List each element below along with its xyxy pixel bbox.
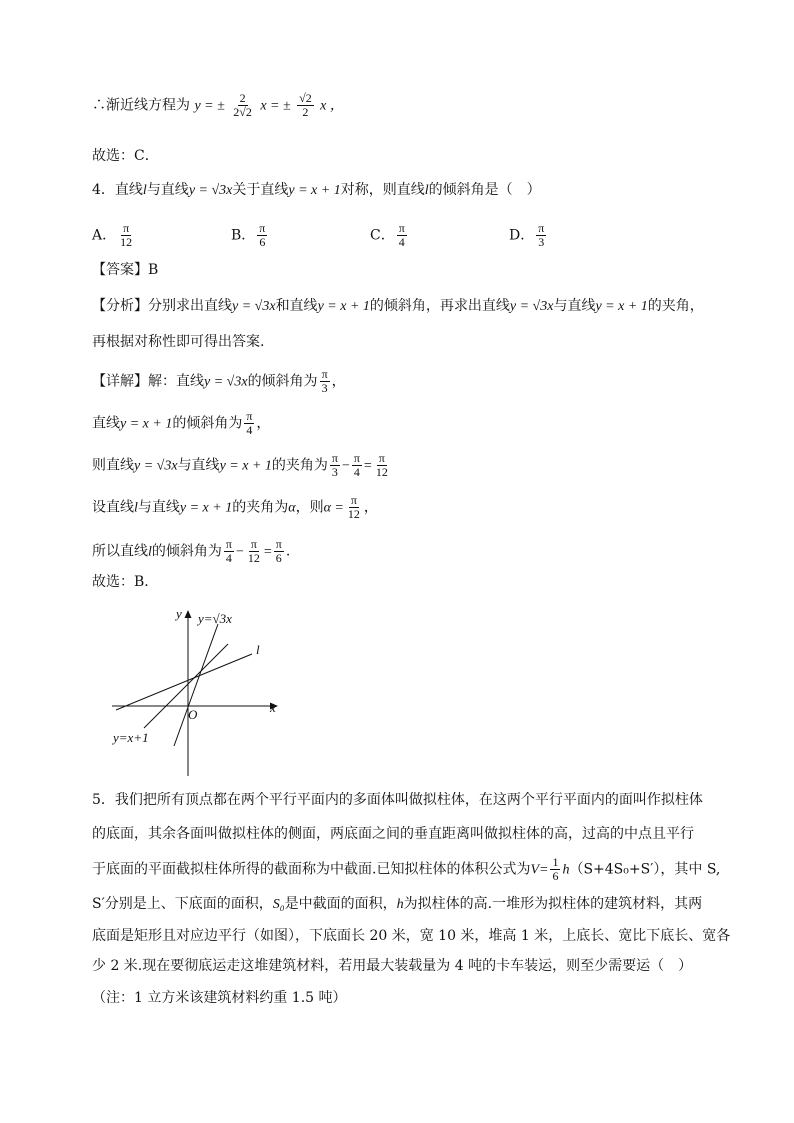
text-segment: 4．直线	[92, 182, 143, 198]
text-segment: ∴渐近线方程为	[92, 97, 190, 114]
fraction-denominator: 2√2	[233, 105, 252, 119]
option-label: D．	[509, 227, 535, 244]
fraction-numerator: π	[259, 221, 266, 235]
math-eq: V=	[530, 862, 549, 878]
text-segment: 的倾斜角为	[247, 373, 318, 390]
text-segment: 的倾斜角，再求出直线	[369, 298, 510, 314]
fraction-numerator: π	[250, 537, 257, 551]
text-segment: 对称，则直线	[340, 182, 425, 198]
fraction-numerator: π	[398, 221, 405, 235]
question-4-stem	[92, 180, 541, 201]
origin-label: O	[188, 707, 198, 722]
asymptote-line	[92, 92, 344, 119]
math-eq: y = √3x	[188, 183, 233, 198]
operator: −	[235, 544, 244, 560]
question-5-line-6: 少 2 米.现在要彻底运走这堆建筑材料，若用最大装载量为 4 吨的卡车装运，则至少需要运（ ）	[92, 958, 693, 974]
option-label: C．	[370, 227, 395, 244]
fraction	[224, 538, 234, 565]
choice-line-c: 故选：C．	[92, 148, 159, 164]
text-segment: 的倾斜角是（ ）	[428, 182, 541, 198]
line-x-plus-1	[144, 644, 228, 728]
fraction-denominator: 4	[353, 465, 360, 479]
line-sqrt3x	[174, 624, 218, 746]
question-5-note: （注：1 立方米该建筑材料约重 1.5 吨）	[92, 990, 347, 1006]
fraction-numerator: π	[331, 451, 338, 465]
fraction	[352, 452, 362, 479]
fraction	[346, 494, 362, 521]
line2-label: y=x+1	[113, 730, 149, 745]
math-eq: y = x + 1	[595, 299, 648, 314]
fraction-denominator: 3	[538, 235, 545, 249]
analysis-tag: 【分析】	[92, 298, 148, 314]
text-segment: 与直线	[177, 457, 220, 474]
text-segment: .	[285, 543, 291, 560]
fraction-numerator: √2	[299, 91, 312, 105]
line1-label: y=√3x	[198, 611, 232, 626]
fraction	[257, 222, 267, 249]
fraction	[274, 538, 284, 565]
text-segment: 解：直线	[148, 373, 204, 390]
text-segment: 直线	[92, 415, 120, 432]
fraction-denominator: 4	[398, 235, 405, 249]
math-eq: x = ±	[260, 98, 291, 114]
question-5-line-5: 底面是矩形且对应边平行（如图），下底面长 20 米，宽 10 米，堆高 1 米，上底长、宽比下底长、宽各	[92, 928, 731, 944]
option-label: A．	[92, 227, 117, 244]
fraction	[550, 856, 560, 883]
math-eq: y = ±	[194, 98, 225, 114]
text-segment: S′分别是上、下底面的面积，	[92, 896, 273, 912]
detail-line-1	[92, 368, 346, 395]
fraction	[397, 222, 407, 249]
text-segment: ，	[256, 415, 271, 432]
math-eq: α =	[323, 500, 344, 516]
detail-tag: 【详解】	[92, 373, 148, 390]
detail-line-2	[92, 410, 270, 437]
fraction-numerator: π	[246, 409, 253, 423]
fraction-denominator: 4	[246, 423, 253, 437]
fraction-numerator: π	[123, 221, 130, 235]
fraction-denominator: 2	[302, 105, 309, 119]
analysis-line-1	[92, 296, 704, 317]
fraction-denominator: 12	[347, 507, 360, 521]
fraction-numerator: π	[353, 451, 360, 465]
question-5-line-4	[92, 894, 702, 915]
fraction-numerator: π	[321, 367, 328, 381]
answer-line: 【答案】B	[92, 262, 159, 278]
fraction-denominator: 6	[552, 869, 559, 883]
fraction-numerator: 1	[552, 855, 559, 869]
text-segment: 的倾斜角为	[151, 543, 222, 560]
fraction	[246, 538, 262, 565]
text-segment: 的夹角，	[647, 298, 704, 314]
fraction-numerator: 2	[239, 91, 246, 105]
text-segment: 是中截面的面积，	[284, 896, 397, 912]
math-var: l	[134, 500, 138, 516]
math-var: α	[288, 500, 296, 516]
math-eq: y = √3x	[134, 458, 178, 474]
math-var: S₀	[272, 897, 285, 912]
fraction-denominator: 4	[225, 551, 232, 565]
operator: −	[341, 458, 350, 474]
text-segment: ，则	[295, 499, 324, 516]
math-var: l	[424, 183, 429, 198]
line3-label: l	[256, 642, 260, 657]
math-var: h	[562, 862, 570, 878]
option-c[interactable]	[370, 222, 409, 249]
option-b[interactable]	[231, 222, 269, 249]
question-5-line-2: 的底面，其余各面叫做拟柱体的侧面，两底面之间的垂直距离叫做拟柱体的高，过高的中点且平行	[92, 826, 694, 842]
fraction-denominator: 6	[259, 235, 266, 249]
math-eq: y = √3x	[204, 374, 248, 390]
option-d[interactable]	[509, 222, 548, 249]
analysis-line-2: 再根据对称性即可得出答案.	[92, 334, 265, 350]
fraction-denominator: 6	[275, 551, 282, 565]
math-eq: x ，	[320, 98, 344, 114]
x-axis-label: x	[270, 700, 276, 715]
text-segment: 设直线	[92, 499, 134, 516]
text-segment: 所以直线	[92, 543, 148, 560]
text-segment: 为拟柱体的高.一堆形为拟柱体的建筑材料，其两	[403, 896, 703, 912]
text-segment: 则直线	[92, 457, 134, 474]
detail-line-4	[92, 494, 378, 521]
math-eq: y = √3x	[509, 299, 554, 314]
fraction	[118, 222, 134, 249]
math-eq: y = x + 1	[288, 183, 341, 198]
math-eq: y = x + 1	[179, 500, 233, 516]
math-eq: y = x + 1	[317, 299, 370, 314]
text-segment: 关于直线	[232, 182, 289, 198]
fraction	[231, 92, 254, 119]
text-segment: 的夹角为	[271, 457, 328, 474]
text-segment: 的倾斜角为	[172, 415, 243, 432]
text-segment: 分别求出直线	[148, 298, 232, 314]
fraction	[330, 452, 340, 479]
fraction-numerator: π	[538, 221, 545, 235]
fraction	[244, 410, 254, 437]
fraction-numerator: π	[378, 451, 385, 465]
text-segment: 的夹角为	[232, 499, 289, 516]
text-segment: 与直线	[553, 298, 596, 314]
fraction-denominator: 12	[247, 551, 260, 565]
detail-line-6: 故选：B.	[92, 574, 149, 590]
fraction-denominator: 3	[321, 381, 328, 395]
question-5-line-3	[92, 856, 720, 883]
line-figure	[100, 604, 290, 782]
fraction-denominator: 12	[120, 235, 133, 249]
text-segment: 与直线	[146, 182, 189, 198]
text-segment: （S+4S₀+S′），其中 S,	[569, 861, 721, 878]
y-axis-label: y	[176, 606, 182, 621]
fraction	[536, 222, 546, 249]
question-5-line-1: 5．我们把所有顶点都在两个平行平面内的多面体叫做拟柱体，在这两个平行平面内的面叫作拟柱体	[92, 792, 703, 808]
fraction-numerator: π	[225, 537, 232, 551]
option-a[interactable]	[92, 222, 136, 249]
text-segment: 和直线	[275, 298, 318, 314]
text-segment: ，	[331, 373, 346, 390]
math-var: h	[396, 897, 404, 912]
fraction-numerator: π	[350, 493, 357, 507]
math-eq: y = x + 1	[219, 458, 272, 474]
math-eq: y = √3x	[232, 299, 276, 314]
math-var: l	[148, 544, 152, 560]
fraction	[320, 368, 330, 395]
fraction	[374, 452, 390, 479]
fraction-numerator: π	[275, 537, 282, 551]
detail-line-3	[92, 452, 392, 479]
operator: =	[263, 544, 272, 560]
option-label: B．	[231, 227, 256, 244]
math-var: l	[142, 183, 147, 198]
detail-line-5	[92, 538, 290, 565]
text-segment: 于底面的平面截拟柱体所得的截面称为中截面.已知拟柱体的体积公式为	[92, 861, 531, 878]
fraction	[297, 92, 314, 119]
fraction-denominator: 3	[331, 465, 338, 479]
text-segment: ，	[363, 499, 378, 516]
line-l	[116, 654, 252, 710]
text-segment: 与直线	[137, 499, 180, 516]
operator: =	[363, 458, 372, 474]
math-eq: y = x + 1	[120, 416, 173, 432]
fraction-denominator: 12	[375, 465, 388, 479]
y-axis-arrow	[185, 610, 192, 618]
